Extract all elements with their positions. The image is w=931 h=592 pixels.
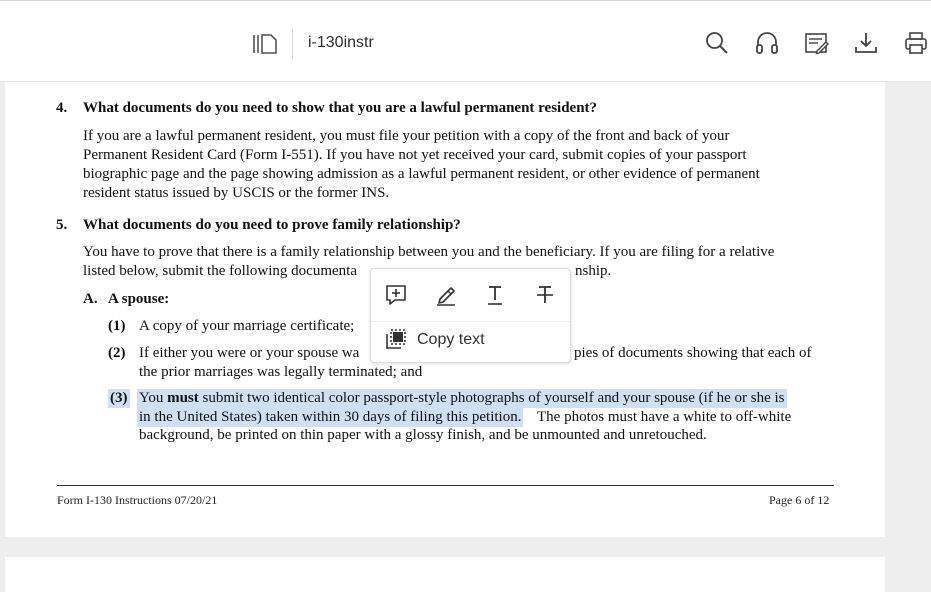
underline-icon[interactable] <box>483 283 507 307</box>
q4-line: biographic page and the page showing admission as a lawful permanent resident, or other evidence of permanent <box>83 166 760 182</box>
q5-line-tail: nship. <box>575 263 612 279</box>
strikethrough-icon[interactable] <box>533 283 557 307</box>
item3-number: (3) <box>110 390 128 406</box>
footer-page-number: Page 6 of 12 <box>769 493 830 507</box>
q5-line: You have to prove that there is a family relationship between you and the beneficiary. If you are filing for a relative <box>83 244 775 260</box>
item3-selected-line[interactable]: You must submit two identical color passport-style photographs of yourself and your spouse (if he or she is <box>139 390 785 406</box>
next-page <box>5 557 885 592</box>
fill-sign-icon[interactable] <box>804 30 830 56</box>
print-icon[interactable] <box>903 30 929 56</box>
copy-text-icon[interactable] <box>385 328 407 350</box>
add-comment-icon[interactable] <box>384 283 408 307</box>
q4-line: If you are a lawful permanent resident, you must file your petition with a copy of the front and back of your <box>83 128 730 144</box>
search-icon[interactable] <box>704 30 730 56</box>
popup-divider <box>371 321 570 322</box>
section-a-label: A spouse: <box>108 291 170 307</box>
footer-rule <box>57 485 834 486</box>
q5-line: listed below, submit the following documenta <box>83 263 357 279</box>
footer-form-id: Form I-130 Instructions 07/20/21 <box>57 493 218 507</box>
q4-number: 4. <box>56 100 68 116</box>
q4-line: Permanent Resident Card (Form I-551). If you have not yet received your card, submit copies of your passport <box>83 147 747 163</box>
headphones-icon[interactable] <box>754 30 780 56</box>
item2-line: If either you were or your spouse wa <box>139 345 360 361</box>
item2-line: the prior marriages was legally terminated; and <box>139 364 423 380</box>
q4-line: resident status issued by USCIS or the former INS. <box>83 185 390 201</box>
top-toolbar <box>0 0 931 82</box>
item2-line-tail: pies of documents showing that each of <box>574 345 812 361</box>
item2-number: (2) <box>108 345 126 361</box>
text-selection-popup <box>370 268 571 363</box>
highlight-icon[interactable] <box>434 283 458 307</box>
item1-number: (1) <box>108 318 126 334</box>
copy-text-button[interactable]: Copy text <box>417 331 485 348</box>
toolbar-divider <box>292 29 293 59</box>
item1-text: A copy of your marriage certificate; <box>139 318 355 334</box>
item3-line: background, be printed on thin paper with a glossy finish, and be unmounted and unretouched. <box>139 427 707 443</box>
q5-heading: What documents do you need to prove family relationship? <box>83 217 461 233</box>
item3-selected-line[interactable]: in the United States) taken within 30 days of filing this petition. <box>139 409 522 425</box>
section-a-letter: A. <box>83 291 98 307</box>
q5-number: 5. <box>56 217 68 233</box>
download-icon[interactable] <box>853 30 879 56</box>
panel-toggle-icon[interactable] <box>252 32 278 56</box>
document-title: i-130instr <box>308 34 374 51</box>
item3-line-tail: The photos must have a white to off-white <box>537 409 792 425</box>
q4-heading: What documents do you need to show that you are a lawful permanent resident? <box>83 100 598 116</box>
